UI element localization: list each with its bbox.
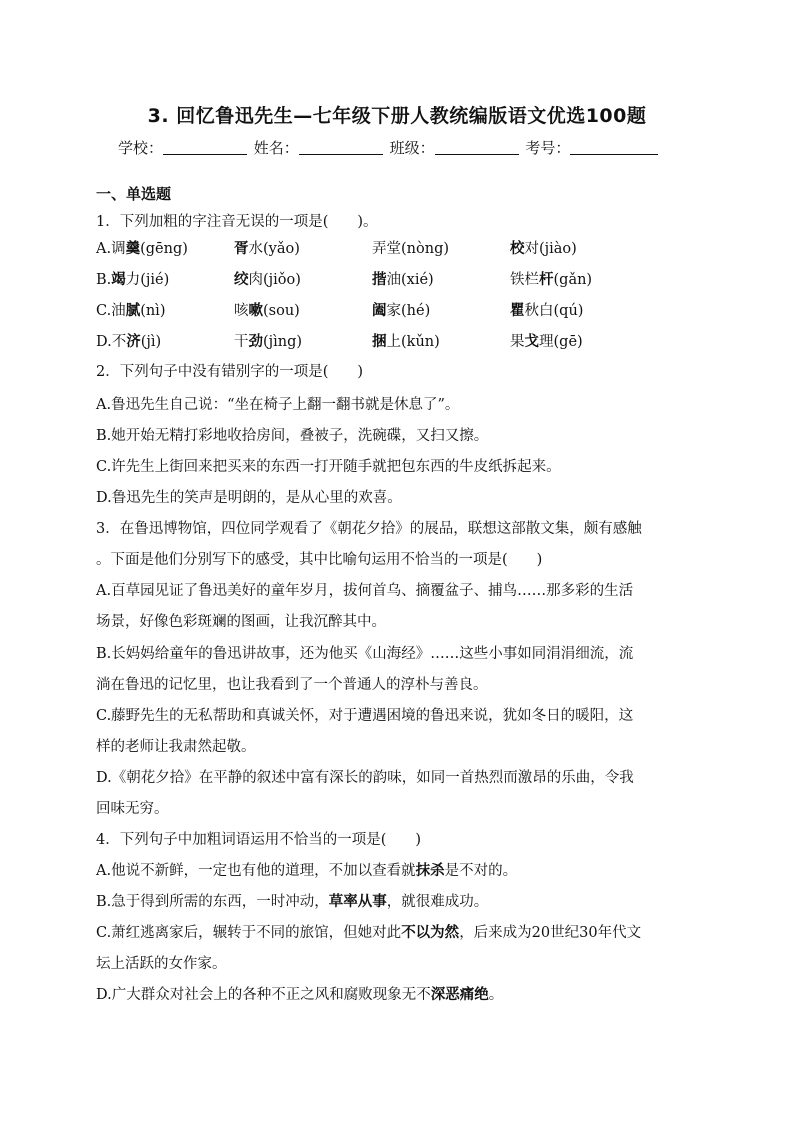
name-label: 姓名：	[253, 139, 299, 157]
q4-d-bold-term: 深恶痛绝	[430, 986, 489, 1003]
q1-c-4: 瞿秋白(qú)	[510, 302, 584, 319]
q1-d-4: 果戈理(gē)	[510, 333, 583, 350]
q3-option-b-line-1: B.长妈妈给童年的鲁迅讲故事，还为他买《山海经》……这些小事如同涓涓细流，流	[96, 646, 634, 662]
q1-row-a	[96, 237, 616, 257]
q3-option-b-line-2: 淌在鲁迅的记忆里，也让我看到了一个普通人的淳朴与善良。	[96, 677, 488, 693]
page-title: 3. 回忆鲁迅先生—七年级下册人教统编版语文优选100题	[147, 105, 647, 127]
q1-a-3: 弄堂(nòng)	[372, 241, 450, 257]
q1-d-2: 干劲(jìng)	[234, 333, 303, 350]
q1-b-3: 揩油(xié)	[372, 271, 434, 288]
q3-option-a-line-2: 场景，好像色彩斑斓的图画，让我沉醉其中。	[96, 614, 386, 630]
student-info-line	[118, 137, 678, 158]
q2-option-c: C.许先生上街回来把买来的东西一打开随手就把包东西的牛皮纸拆起来。	[96, 459, 561, 475]
number-blank[interactable]	[570, 140, 658, 155]
q1-c-2: 咳嗽(sou)	[234, 302, 300, 319]
q1-stem: 1．下列加粗的字注音无误的一项是( )。	[96, 214, 378, 230]
q1-b-2: 绞肉(jiǒo)	[234, 271, 301, 288]
q4-option-c-line-2: 坛上活跃的女作家。	[96, 956, 227, 972]
q3-option-d-line-1: D.《朝花夕拾》在平静的叙述中富有深长的韵味，如同一首热烈而激昂的乐曲，令我	[96, 770, 634, 786]
q3-stem-line-1: 3．在鲁迅博物馆，四位同学观看了《朝花夕拾》的展品，联想这部散文集，颇有感触	[96, 521, 642, 537]
q1-c-1: C.油腻(nì)	[96, 302, 166, 319]
name-blank[interactable]	[299, 140, 383, 155]
q1-a-1: A.调羹(gēng)	[96, 240, 188, 257]
q4-option-b: B.急于得到所需的东西，一时冲动，草率从事，就很难成功。	[96, 893, 489, 910]
q3-option-c-line-2: 样的老师让我肃然起敬。	[96, 739, 256, 755]
q1-d-1: D.不济(jì)	[96, 333, 162, 350]
q1-row-d	[96, 330, 616, 350]
q1-row-c	[96, 299, 616, 319]
class-label: 班级：	[389, 139, 435, 157]
q1-row-b	[96, 268, 616, 288]
q4-option-d: D.广大群众对社会上的各种不正之风和腐败现象无不深恶痛绝。	[96, 986, 504, 1003]
q2-option-d: D.鲁迅先生的笑声是明朗的，是从心里的欢喜。	[96, 490, 402, 506]
class-blank[interactable]	[435, 140, 519, 155]
q4-option-a: A.他说不新鲜，一定也有他的道理，不加以查看就抹杀是不对的。	[96, 862, 518, 879]
q2-option-a: A.鲁迅先生自己说：“坐在椅子上翻一翻书就是休息了”。	[96, 397, 460, 413]
q4-c-bold-term: 不以为然	[401, 924, 460, 941]
q3-option-d-line-2: 回味无穷。	[96, 801, 169, 817]
school-label: 学校：	[118, 139, 164, 157]
q4-option-c-line-1: C.萧红逃离家后，辗转于不同的旅馆，但她对此不以为然，后来成为20世纪30年代文	[96, 924, 642, 941]
q1-b-4: 铁栏杆(gǎn)	[510, 271, 593, 288]
q3-option-a-line-1: A.百草园见证了鲁迅美好的童年岁月，拔何首乌、摘覆盆子、捕鸟……那多彩的生活	[96, 583, 634, 599]
q4-b-bold-term: 草率从事	[328, 893, 387, 910]
q2-option-b: B.她开始无精打彩地收拾房间，叠被子，洗碗碟，又扫又擦。	[96, 428, 489, 444]
q3-stem-line-2: 。下面是他们分别写下的感受，其中比喻句运用不恰当的一项是( )	[96, 552, 543, 568]
q2-stem: 2．下列句子中没有错别字的一项是( )	[96, 364, 364, 380]
section-title: 一、单选题	[96, 185, 172, 203]
q1-a-4: 校对(jiào)	[510, 240, 577, 257]
q1-c-3: 阖家(hé)	[372, 302, 431, 319]
q1-b-1: B.竭力(jié)	[96, 271, 170, 288]
q1-d-3: 捆上(kǔn)	[372, 333, 440, 350]
q4-a-bold-term: 抹杀	[415, 862, 445, 879]
number-label: 考号：	[525, 139, 571, 157]
q4-stem: 4．下列句子中加粗词语运用不恰当的一项是( )	[96, 832, 422, 848]
school-blank[interactable]	[163, 140, 247, 155]
q3-option-c-line-1: C.藤野先生的无私帮助和真诚关怀，对于遭遇困境的鲁迅来说，犹如冬日的暖阳，这	[96, 708, 634, 724]
q1-a-2: 胥水(yǎo)	[234, 240, 300, 257]
